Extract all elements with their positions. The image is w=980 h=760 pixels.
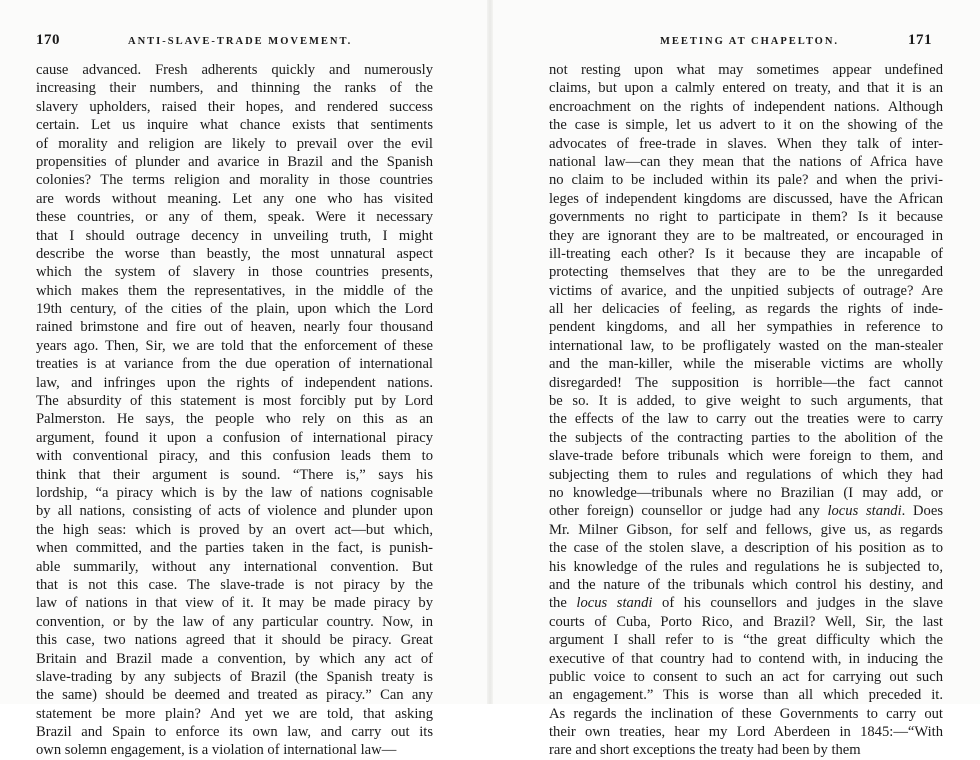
right-page-number: 171 <box>908 32 932 48</box>
left-page-number: 170 <box>36 32 60 48</box>
text-line: describe the worse than beastly, the most unnatural aspect <box>36 245 433 262</box>
text-line: Britain and Brazil made a convention, by which any act of <box>36 650 433 667</box>
text-line: be so. It is added, to give weight to such arguments, that <box>549 393 943 410</box>
text-line: own solemn engagement, is a violation of international law— <box>36 742 397 759</box>
text-line: slave-trading by any subjects of Brazil (the Spanish treaty is <box>36 668 433 685</box>
text-line: subjecting them to rules and regulations of which they had <box>549 466 943 483</box>
text-line: think that their argument is sound. “There is,” says his <box>36 466 433 483</box>
text-line: national law—can they mean that the nations of Africa have <box>549 153 943 170</box>
text-line: able summarily, without any international convention. But <box>36 558 433 575</box>
right-running-title: MEETING AT CHAPELTON. <box>660 36 840 47</box>
text-line: the effects of the law to carry out the treaties were to carry <box>549 411 943 428</box>
text-line: Palmerston. He says, the people who rely on this as an <box>36 411 433 428</box>
text-line: all her delicacies of feeling, as regards the rights of inde- <box>549 301 943 318</box>
left-page-text <box>36 61 433 760</box>
text-line: other foreign) counsellor or judge had any locus standi. Does <box>549 503 944 520</box>
text-line: leges of independent kingdoms are discussed, have the African <box>549 190 943 207</box>
text-line: disregarded! The supposition is horrible—the fact cannot <box>549 374 943 391</box>
text-line: when committed, and the parties taken in the fact, is punish- <box>36 540 433 557</box>
text-line: are words without meaning. Let any one who has visited <box>36 190 433 207</box>
text-line: ill-treating each other? Is it because they are incapable of <box>549 245 943 262</box>
text-line: increasing their numbers, and thinning the ranks of the <box>36 80 433 97</box>
text-line: propensities of plunder and avarice in Brazil and the Spanish <box>36 153 433 170</box>
text-line: courts of Cuba, Porto Rico, and Brazil? Well, Sir, the last <box>549 613 943 630</box>
text-line: these countries, or any of them, speak. Were it necessary <box>36 209 433 226</box>
text-line: law, and infringes upon the rights of independent nations. <box>36 374 433 391</box>
text-line: years ago. Then, Sir, we are told that the enforcement of these <box>36 337 433 354</box>
text-line: treaties is at variance from the due operation of international <box>36 356 433 373</box>
text-line: the high seas: which is proved by an overt act—but which, <box>36 521 433 538</box>
text-line: protecting themselves that they are to be the unregarded <box>549 264 943 281</box>
text-line: argument, found it upon a confusion of international piracy <box>36 429 433 446</box>
right-page <box>490 0 980 759</box>
text-line: 19th century, of the cities of the plain, upon which the Lord <box>36 301 433 318</box>
text-line: argument I shall refer to is “the great difficulty which the <box>549 632 943 649</box>
text-line: certain. Let us inquire what chance exists that sentiments <box>36 117 433 134</box>
text-line: Brazil and Spain to enforce its own law, and carry out its <box>36 724 433 741</box>
text-line: As regards the inclination of these Governments to carry out <box>549 705 943 722</box>
text-line: slavery upholders, raised their hopes, and rendered success <box>36 98 433 115</box>
text-line: Mr. Milner Gibson, for self and fellows, give us, as regards <box>549 521 943 538</box>
text-line: law of nations in that view of it. It may be made piracy by <box>36 595 433 612</box>
text-line: this case, two nations agreed that it should be piracy. Great <box>36 632 433 649</box>
text-line: encroachment on the rights of independent nations. Although <box>549 98 943 115</box>
text-line: The absurdity of this statement is most forcibly put by Lord <box>36 393 433 410</box>
text-line: no claim to be included within its pale? and when the privi- <box>549 172 943 189</box>
text-line: that is not this case. The slave-trade is not piracy by the <box>36 576 433 593</box>
text-line: international law, to be profligately wasted on the man-stealer <box>549 337 943 354</box>
text-line: the case of the stolen slave, a description of his position as to <box>549 540 943 557</box>
text-line: the same) should be deemed and treated as piracy.” Can any <box>36 687 433 704</box>
text-line: they are ignorant they are to be maltreated, or encouraged in <box>549 227 943 244</box>
text-line: the locus standi of his counsellors and judges in the slave <box>549 595 944 612</box>
text-line: convention, or by the law of any particular country. Now, in <box>36 613 433 630</box>
text-line: advocates of free-trade in slaves. When they talk of inter- <box>549 135 943 152</box>
text-line: and the man-killer, while the miserable victims are wholly <box>549 356 943 373</box>
text-line: which makes them the representatives, in the middle of the <box>36 282 433 299</box>
text-line: slave-trade before tribunals which were foreign to them, and <box>549 448 943 465</box>
text-line: and the nature of the tribunals which control his destiny, and <box>549 576 943 593</box>
text-line: statement be more plain? And yet we are told, that asking <box>36 705 433 722</box>
right-page-text <box>549 61 943 760</box>
left-running-title: ANTI-SLAVE-TRADE MOVEMENT. <box>128 36 353 47</box>
text-line: the subjects of the contracting parties to the abolition of the <box>549 429 943 446</box>
text-line: cause advanced. Fresh adherents quickly and numerously <box>36 62 433 78</box>
text-line: executive of that country had to contend with, in inducing the <box>549 650 943 667</box>
text-line: colonies? The terms religion and morality in those countries <box>36 172 433 189</box>
text-line: his knowledge of the rules and regulations he is subjected to, <box>549 558 943 575</box>
text-line: the case is simple, let us advert to it on the showing of the <box>549 117 943 134</box>
text-line: their own treaties, hear my Lord Aberdeen in 1845:—“With <box>549 724 943 741</box>
left-page <box>0 0 490 759</box>
text-line: pendent kingdoms, and all her sympathies in reference to <box>549 319 943 336</box>
text-line: which the system of slavery in those countries presents, <box>36 264 433 281</box>
text-line: no knowledge—tribunals where no Brazilian (I may add, or <box>549 484 943 501</box>
text-line: that I should outrage decency in unveiling truth, I might <box>36 227 433 244</box>
text-line: an engagement.” This is worse than all which preceded it. <box>549 687 943 704</box>
text-line: claims, but upon a calmly entered on treaty, and that it is an <box>549 80 943 97</box>
text-line: by all nations, consisting of acts of violence and plunder upon <box>36 503 433 520</box>
text-line: rained brimstone and fire out of heaven, nearly four thousand <box>36 319 433 336</box>
text-line: of morality and religion are likely to prevail over the evil <box>36 135 433 152</box>
text-line: not resting upon what may sometimes appear undefined <box>549 62 943 78</box>
text-line: with conventional piracy, and this confusion leads them to <box>36 448 433 465</box>
text-line: public voice to consent to such an act for carrying out such <box>549 668 943 685</box>
text-line: rare and short exceptions the treaty had been by them <box>549 742 861 759</box>
text-line: lordship, “a piracy which is by the law of nations cognisable <box>36 484 433 501</box>
text-line: governments no right to participate in them? Is it because <box>549 209 943 226</box>
text-line: victims of avarice, and the unpitied subjects of outrage? Are <box>549 282 943 299</box>
